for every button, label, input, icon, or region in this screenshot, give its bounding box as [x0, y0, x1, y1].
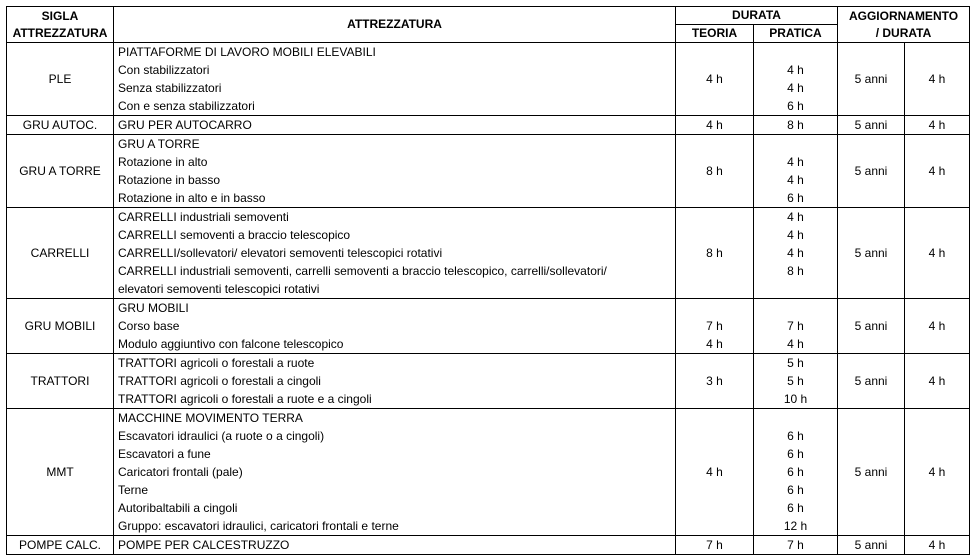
attrezzatura-line: Rotazione in basso [118, 173, 221, 187]
pratica-cell-value: 6 h [787, 465, 804, 479]
aggiornamento-durata-cell: 4 h [905, 354, 970, 409]
attrezzatura-line: Senza stabilizzatori [118, 81, 222, 95]
attrezzatura-cell [114, 135, 676, 208]
aggiornamento-cell: 5 anni [838, 43, 905, 116]
attrezzatura-cell [114, 43, 676, 116]
pratica-cell [754, 536, 838, 555]
pratica-cell-value: 6 h [787, 429, 804, 443]
teoria-cell [676, 43, 754, 116]
teoria-cell-value: 8 h [706, 246, 723, 260]
pratica-cell-value: 6 h [787, 191, 804, 205]
pratica-cell-value: 4 h [787, 63, 804, 77]
pratica-cell-value: 4 h [787, 173, 804, 187]
attrezzatura-line: CARRELLI industriali semoventi, carrelli semoventi a braccio telescopico, carrelli/sollevatori/ [118, 264, 607, 278]
header-durata: DURATA [676, 7, 838, 25]
pratica-cell-value: 5 h [787, 356, 804, 370]
teoria-cell-value [680, 299, 749, 317]
pratica-cell-value [758, 135, 833, 153]
pratica-cell-value: 12 h [783, 519, 808, 533]
attrezzatura-cell [114, 536, 676, 555]
sigla-cell: MMT [7, 409, 114, 536]
pratica-cell-value: 4 h [787, 81, 804, 95]
aggiornamento-cell: 5 anni [838, 536, 905, 555]
table-row [7, 299, 970, 354]
attrezzatura-line: CARRELLI industriali semoventi [118, 210, 289, 224]
attrezzatura-line: Rotazione in alto e in basso [118, 191, 266, 205]
aggiornamento-durata-cell: 4 h [905, 299, 970, 354]
pratica-cell-value: 4 h [787, 246, 804, 260]
header-sigla: SIGLA ATTREZZATURA [7, 7, 114, 43]
pratica-cell [754, 409, 838, 536]
attrezzatura-line: Corso base [118, 319, 180, 333]
attrezzatura-line: MACCHINE MOVIMENTO TERRA [118, 411, 303, 425]
attrezzatura-line: GRU A TORRE [118, 137, 200, 151]
aggiornamento-cell: 5 anni [838, 135, 905, 208]
attrezzatura-line: Escavatori a fune [118, 447, 211, 461]
pratica-cell [754, 135, 838, 208]
pratica-cell-value [758, 409, 833, 427]
aggiornamento-durata-cell: 4 h [905, 208, 970, 299]
teoria-cell [676, 409, 754, 536]
table-row [7, 208, 970, 299]
attrezzatura-line: GRU MOBILI [118, 301, 189, 315]
teoria-cell-value: 7 h [706, 319, 723, 333]
table-row [7, 354, 970, 409]
pratica-cell-value: 10 h [783, 392, 808, 406]
pratica-cell-value: 4 h [787, 337, 804, 351]
attrezzatura-line: TRATTORI agricoli o forestali a ruote [118, 356, 315, 370]
sigla-cell: GRU A TORRE [7, 135, 114, 208]
header-aggiornamento: AGGIORNAMENTO / DURATA [838, 7, 970, 43]
header-pratica: PRATICA [754, 25, 838, 43]
attrezzatura-line: Caricatori frontali (pale) [118, 465, 243, 479]
pratica-cell-value [758, 43, 833, 61]
attrezzatura-line: Gruppo: escavatori idraulici, caricatori frontali e terne [118, 519, 399, 533]
teoria-cell-value: 8 h [706, 164, 723, 178]
attrezzatura-line: Escavatori idraulici (a ruote o a cingoli) [118, 429, 325, 443]
attrezzatura-line: CARRELLI semoventi a braccio telescopico [118, 228, 351, 242]
pratica-cell [754, 354, 838, 409]
aggiornamento-cell: 5 anni [838, 116, 905, 135]
aggiornamento-durata-cell: 4 h [905, 536, 970, 555]
sigla-cell: PLE [7, 43, 114, 116]
teoria-cell-value: 3 h [706, 374, 723, 388]
attrezzatura-cell [114, 208, 676, 299]
aggiornamento-cell: 5 anni [838, 354, 905, 409]
teoria-cell-value: 4 h [706, 337, 723, 351]
pratica-cell-value: 8 h [787, 118, 804, 132]
sigla-cell: TRATTORI [7, 354, 114, 409]
pratica-cell-value: 7 h [787, 538, 804, 552]
sigla-cell: GRU AUTOC. [7, 116, 114, 135]
aggiornamento-cell: 5 anni [838, 409, 905, 536]
attrezzatura-line: Con stabilizzatori [118, 63, 210, 77]
aggiornamento-durata-cell: 4 h [905, 135, 970, 208]
sigla-cell: POMPE CALC. [7, 536, 114, 555]
teoria-cell-value: 7 h [706, 538, 723, 552]
pratica-cell-value: 5 h [787, 374, 804, 388]
sigla-cell: GRU MOBILI [7, 299, 114, 354]
attrezzatura-line: GRU PER AUTOCARRO [118, 118, 252, 132]
teoria-cell [676, 299, 754, 354]
header-teoria: TEORIA [676, 25, 754, 43]
teoria-cell [676, 116, 754, 135]
aggiornamento-durata-cell: 4 h [905, 43, 970, 116]
sigla-cell: CARRELLI [7, 208, 114, 299]
pratica-cell [754, 43, 838, 116]
training-durations-table [6, 6, 970, 555]
attrezzatura-line: POMPE PER CALCESTRUZZO [118, 538, 290, 552]
table-row [7, 116, 970, 135]
table-row [7, 409, 970, 536]
attrezzatura-cell [114, 354, 676, 409]
attrezzatura-line: Rotazione in alto [118, 155, 208, 169]
pratica-cell-value [758, 299, 833, 317]
pratica-cell-value: 4 h [787, 210, 804, 224]
aggiornamento-durata-cell: 4 h [905, 409, 970, 536]
pratica-cell-value: 6 h [787, 483, 804, 497]
attrezzatura-line: Con e senza stabilizzatori [118, 99, 255, 113]
pratica-cell-value: 4 h [787, 155, 804, 169]
teoria-cell-value: 4 h [706, 465, 723, 479]
attrezzatura-cell [114, 299, 676, 354]
table-row [7, 135, 970, 208]
pratica-cell [754, 299, 838, 354]
attrezzatura-line: Autoribaltabili a cingoli [118, 501, 238, 515]
pratica-cell-value: 6 h [787, 501, 804, 515]
table-row [7, 536, 970, 555]
attrezzatura-line: PIATTAFORME DI LAVORO MOBILI ELEVABILI [118, 45, 376, 59]
teoria-cell-value: 4 h [706, 118, 723, 132]
table-row [7, 43, 970, 116]
teoria-cell [676, 208, 754, 299]
pratica-cell-value: 6 h [787, 99, 804, 113]
teoria-cell [676, 354, 754, 409]
pratica-cell [754, 208, 838, 299]
pratica-cell-value [758, 280, 833, 298]
pratica-cell-value: 7 h [787, 319, 804, 333]
attrezzatura-line: Terne [118, 483, 149, 497]
aggiornamento-cell: 5 anni [838, 299, 905, 354]
aggiornamento-durata-cell: 4 h [905, 116, 970, 135]
teoria-cell-value: 4 h [706, 72, 723, 86]
attrezzatura-cell [114, 409, 676, 536]
pratica-cell-value: 4 h [787, 228, 804, 242]
attrezzatura-line: elevatori semoventi telescopici rotativi [118, 282, 320, 296]
attrezzatura-cell [114, 116, 676, 135]
pratica-cell-value: 6 h [787, 447, 804, 461]
attrezzatura-line: TRATTORI agricoli o forestali a cingoli [118, 374, 321, 388]
attrezzatura-line: TRATTORI agricoli o forestali a ruote e a cingoli [118, 392, 372, 406]
teoria-cell [676, 536, 754, 555]
teoria-cell [676, 135, 754, 208]
attrezzatura-line: CARRELLI/sollevatori/ elevatori semoventi telescopici rotativi [118, 246, 443, 260]
aggiornamento-cell: 5 anni [838, 208, 905, 299]
header-attrezzatura: ATTREZZATURA [114, 7, 676, 43]
pratica-cell-value: 8 h [787, 264, 804, 278]
pratica-cell [754, 116, 838, 135]
attrezzatura-line: Modulo aggiuntivo con falcone telescopico [118, 337, 344, 351]
